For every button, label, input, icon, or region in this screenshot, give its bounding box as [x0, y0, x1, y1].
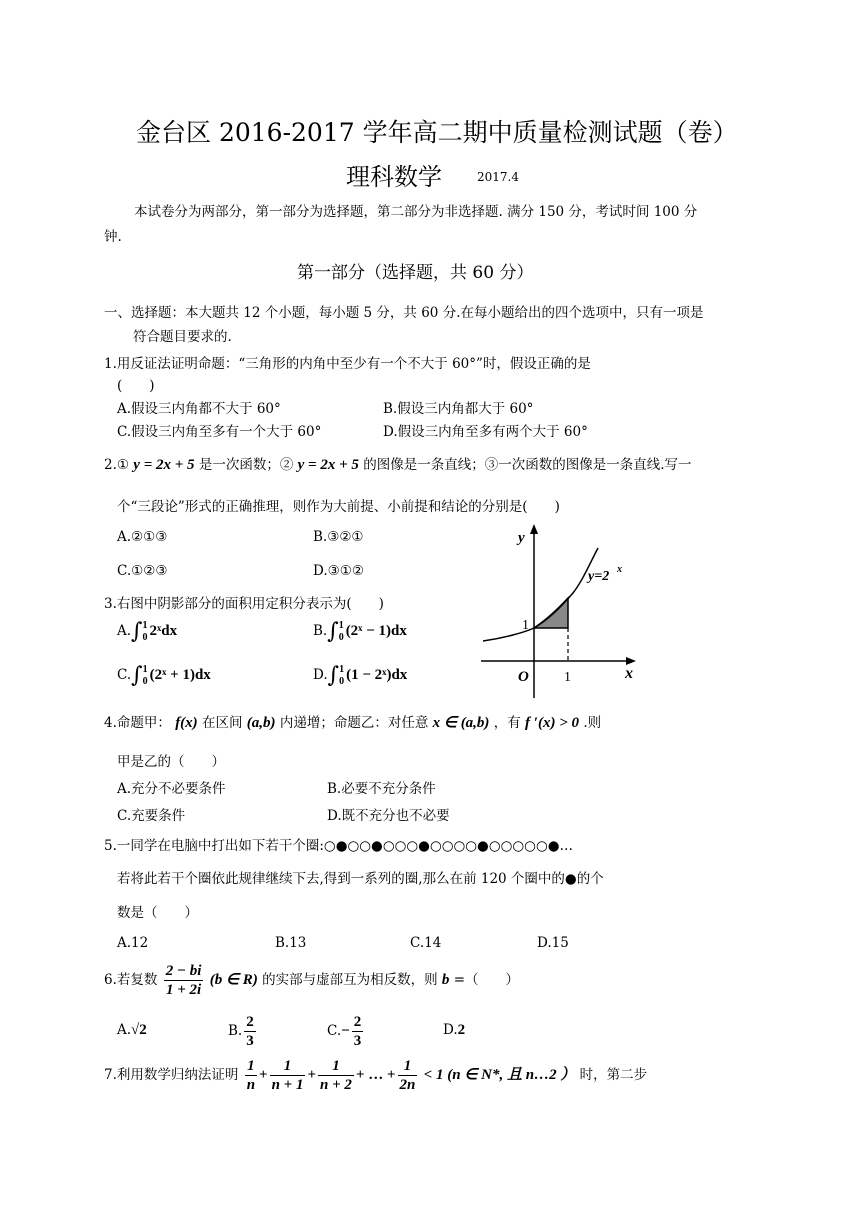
option-b-expression: (2ˣ − 1)dx: [345, 623, 407, 639]
integral-sign: ∫: [131, 619, 143, 644]
question-6-text-2: =（ ）: [453, 972, 520, 988]
interval-expr: (a,b): [246, 715, 276, 731]
question-4-option-d: D.既不充分也不必要: [327, 808, 450, 824]
integral-upper: 1: [338, 619, 344, 631]
question-7-line-1: [104, 1057, 647, 1094]
question-6-option-b: [228, 1013, 258, 1050]
question-4-line-1: [104, 711, 601, 732]
section-heading-line-2: 符合题目要求的.: [133, 329, 232, 345]
integral-sign: ∫: [131, 663, 143, 688]
intro-line-2: 钟.: [104, 229, 122, 245]
intro-line-1: 本试卷分为两部分，第一部分为选择题，第二部分为非选择题. 满分 150 分，考试时间 100 分: [134, 204, 698, 220]
option-b-fraction: [244, 1013, 256, 1050]
option-c-label: C.: [327, 1023, 342, 1039]
denominator: n + 2: [320, 1077, 352, 1093]
question-4-text-1: 在区间: [201, 715, 243, 731]
question-4-option-a: A.充分不必要条件: [117, 781, 226, 797]
question-2-option-a: A.②①③: [117, 529, 168, 545]
question-5-option-b: B.13: [275, 935, 307, 951]
question-2-line-2: 个“三段论”形式的正确推理，则作为大前提、小前提和结论的分别是( ): [117, 499, 560, 515]
x-one-label: 1: [564, 670, 571, 685]
question-7-num: 7.利用数学归纳法证明: [104, 1067, 239, 1083]
question-1-paren: ( ): [117, 378, 155, 394]
numerator: 1: [398, 1057, 418, 1076]
curve-label-exponent: x: [617, 564, 622, 575]
question-5-option-a: A.12: [117, 935, 149, 951]
question-3-option-a: [117, 619, 177, 644]
integral-upper: 1: [142, 663, 148, 675]
option-a-label: A.: [117, 1022, 132, 1038]
question-2-line-1: [104, 453, 692, 474]
question-5-option-d: D.15: [537, 935, 569, 951]
question-6-num: 6.若复数: [104, 972, 158, 988]
question-4-text-2: 内递增；命题乙：对任意: [279, 715, 429, 731]
fraction-denominator: 3: [246, 1033, 254, 1049]
section-heading-line-1: 一、选择题：本大题共 12 个小题，每小题 5 分，共 60 分.在每小题给出的四个选项中，只有一项是: [104, 305, 704, 321]
question-6-option-d: [443, 1022, 465, 1039]
question-6-option-c: [327, 1013, 365, 1050]
question-3-option-c: [117, 663, 211, 688]
integral-sign: ∫: [327, 619, 339, 644]
option-a-label: A.: [117, 623, 132, 639]
fraction-numerator: 2 − bi: [165, 963, 202, 979]
denominator: 2n: [399, 1077, 416, 1093]
option-d-value: 2: [457, 1022, 466, 1038]
question-1-option-d: D.假设三内角至多有两个大于 60°: [383, 424, 588, 440]
question-1-option-b: B.假设三内角都大于 60°: [383, 401, 534, 417]
question-2-text-2: 的图像是一条直线；③一次函数的图像是一条直线.写一: [363, 457, 692, 473]
question-2-eq-1: y = 2x + 5: [133, 457, 195, 473]
integral-lower: 0: [142, 631, 148, 643]
plus: +: [307, 1067, 317, 1083]
question-5-option-c: C.14: [410, 935, 442, 951]
integral-upper: 1: [142, 619, 148, 631]
shaded-area: [534, 598, 568, 628]
question-4-option-b: B.必要不充分条件: [327, 781, 436, 797]
question-2-eq-2: y = 2x + 5: [297, 457, 359, 473]
question-3-stem: 3.右图中阴影部分的面积用定积分表示为( ): [104, 596, 384, 612]
question-2-option-d: D.③①②: [313, 563, 364, 579]
question-1-option-a: A.假设三内角都不大于 60°: [117, 401, 281, 417]
integral-lower: 0: [142, 675, 148, 687]
function-expr: f(x): [175, 715, 198, 731]
option-c-expression: (2ˣ + 1)dx: [149, 667, 211, 683]
question-7-tail: 时，第二步: [579, 1067, 648, 1083]
integral-sign: ∫: [327, 663, 340, 688]
option-d-label: D.: [443, 1022, 458, 1038]
option-a-value: √2: [131, 1022, 147, 1038]
option-d-expression: (1 − 2ˣ)dx: [346, 667, 408, 683]
option-d-label: D.: [313, 667, 328, 683]
term-3: [318, 1057, 354, 1094]
integral-lower: 0: [339, 675, 345, 687]
derivative-expr: f ′(x) > 0: [525, 715, 580, 731]
question-6-text-1: 的实部与虚部互为相反数，则: [262, 972, 438, 988]
integral-lower: 0: [338, 631, 344, 643]
term-1: [245, 1057, 257, 1094]
question-1-option-c: C.假设三内角至多有一个大于 60°: [117, 424, 322, 440]
option-c-fraction: [352, 1013, 364, 1050]
question-2-num: 2.①: [104, 457, 129, 473]
numerator: 1: [245, 1057, 257, 1076]
question-5-line-3: 数是（ ）: [117, 905, 198, 921]
fraction-denominator: 1 + 2i: [165, 982, 202, 998]
question-2-option-c: C.①②③: [117, 563, 168, 579]
fraction-numerator: 2: [246, 1014, 254, 1030]
question-4-num: 4.命题甲：: [104, 715, 171, 731]
integral-upper: 1: [339, 663, 345, 675]
question-5-stem: 5.一同学在电脑中打出如下若干个圈:○●○○●○○○●○○○○●○○○○○●…: [104, 838, 574, 854]
exam-title: 金台区 2016-2017 学年高二期中质量检测试题（卷）: [136, 118, 738, 147]
question-1-stem: 1.用反证法证明命题：“三角形的内角中至少有一个不大于 60°”时，假设正确的是: [104, 356, 591, 372]
question-6-option-a: [117, 1022, 147, 1039]
denominator: n: [246, 1077, 256, 1093]
question-3-option-b: [313, 619, 407, 644]
term-2: [270, 1057, 306, 1094]
option-b-label: B.: [313, 623, 328, 639]
origin-label: O: [518, 669, 529, 685]
question-2-text-1: 是一次函数；②: [198, 457, 294, 473]
exponential-graph: [478, 518, 643, 703]
option-c-label: C.: [117, 667, 132, 683]
curve-label: y=2: [588, 569, 610, 584]
question-2-option-b: B.③②①: [313, 529, 364, 545]
x-axis-label: x: [625, 665, 633, 682]
term-last: [398, 1057, 418, 1094]
y-axis-label: y: [518, 530, 525, 546]
numerator: 1: [318, 1057, 354, 1076]
membership-expr: x ∈ (a,b): [432, 715, 490, 731]
complex-fraction: [164, 962, 204, 999]
part-one-title: 第一部分（选择题，共 60 分）: [297, 263, 534, 283]
fraction-numerator: 2: [353, 1014, 362, 1030]
question-3-option-d: [313, 663, 407, 688]
ellipsis-sum: + … +: [355, 1067, 396, 1083]
plus: +: [259, 1067, 268, 1083]
variable-b: b: [441, 972, 450, 988]
question-4-option-c: C.充要条件: [117, 808, 186, 824]
question-4-text-3: ，有: [493, 715, 521, 731]
y-one-label: 1: [522, 618, 529, 633]
y-axis-arrow: [530, 524, 538, 534]
minus-sign: −: [341, 1023, 350, 1039]
question-4-text-4: .则: [583, 715, 602, 731]
question-4-line-2: 甲是乙的（ ）: [117, 754, 225, 770]
option-a-expression: 2ˣdx: [149, 623, 178, 639]
option-b-label: B.: [228, 1023, 243, 1039]
inequality-expr: < 1 (n ∈ N*, 且 n…2 ）: [423, 1067, 576, 1083]
condition-expr: (b ∈ R): [209, 972, 258, 988]
subject-title: 理科数学: [346, 163, 442, 191]
denominator: n + 1: [271, 1077, 304, 1093]
exam-date: 2017.4: [477, 170, 519, 184]
question-6-line-1: [104, 962, 519, 999]
x-axis-arrow: [626, 657, 636, 665]
fraction-denominator: 3: [353, 1033, 362, 1049]
numerator: 1: [270, 1057, 306, 1076]
question-5-line-2: 若将此若干个圈依此规律继续下去,得到一系列的圈,那么在前 120 个圈中的●的个: [117, 871, 604, 887]
